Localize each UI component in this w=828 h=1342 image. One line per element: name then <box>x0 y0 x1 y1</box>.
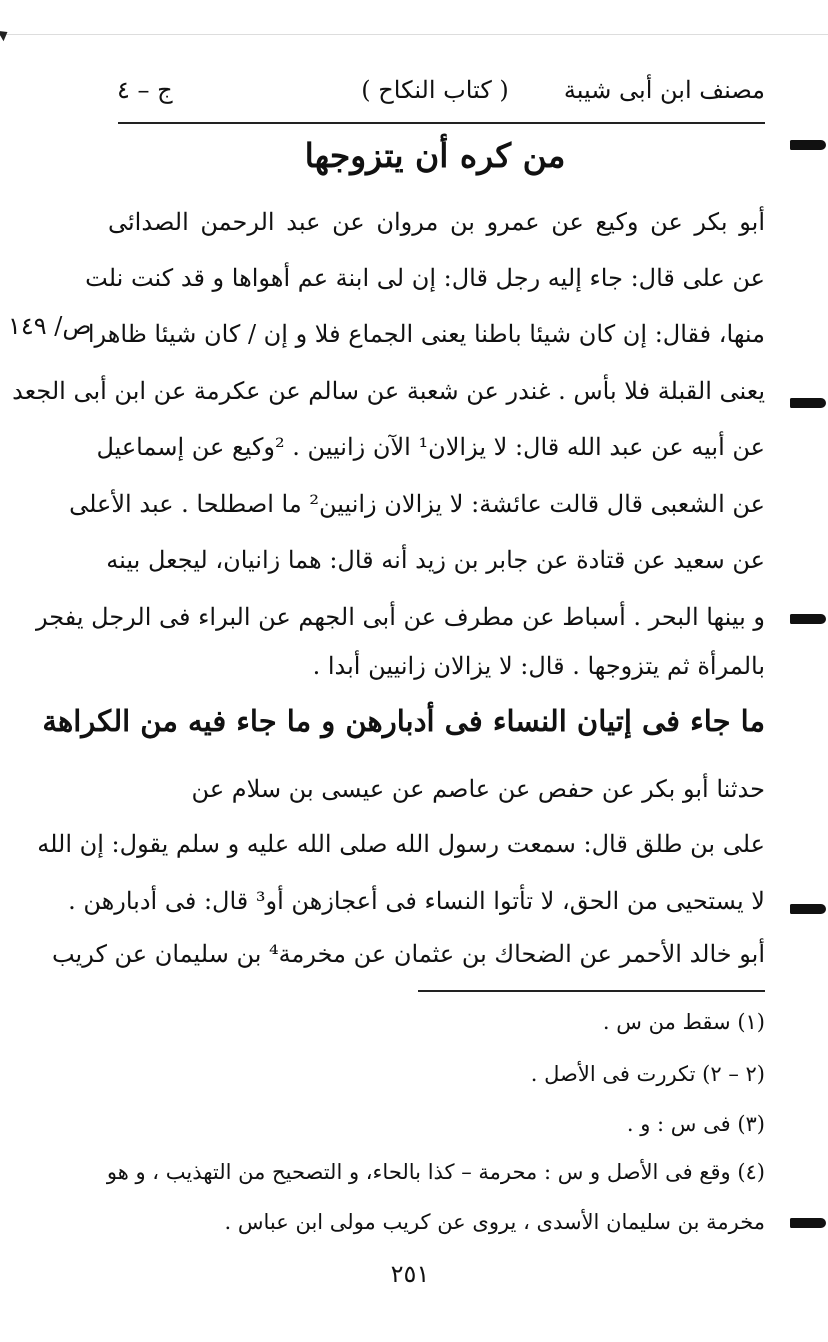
corner-mark-icon <box>0 27 10 41</box>
text-line: منها، فقال: إن كان شيئا باطنا يعنى الجماع فلا و إن / كان شيئا ظاهرا <box>87 320 765 348</box>
header-section: ( كتاب النكاح ) <box>361 76 509 104</box>
margin-mark-icon <box>790 904 826 914</box>
text-line: عن على قال: جاء إليه رجل قال: إن لى ابنة عم أهواها و قد كنت نلت <box>85 264 765 292</box>
text-line: و بينها البحر . أسباط عن مطرف عن أبى الجهم عن البراء فى الرجل يفجر <box>35 603 765 631</box>
text-line: عن الشعبى قال قالت عائشة: لا يزالان زانيين² ما اصطلحا . عبد الأعلى <box>69 490 765 518</box>
footnote: (٢ – ٢) تكررت فى الأصل . <box>530 1062 765 1086</box>
footnote-rule <box>418 990 765 992</box>
text-line: يعنى القبلة فلا بأس . غندر عن شعبة عن سالم عن عكرمة عن ابن أبى الجعد <box>12 377 765 405</box>
footnote: (٣) فى س : و . <box>626 1112 765 1136</box>
margin-mark-icon <box>790 140 826 150</box>
text-line: عن سعيد عن قتادة عن جابر بن زيد أنه قال: هما زانيان، ليجعل بينه <box>106 546 765 574</box>
running-header <box>105 70 765 114</box>
text-line: أبو خالد الأحمر عن الضحاك بن عثمان عن مخرمة⁴ بن سليمان عن كريب <box>51 940 765 968</box>
footnote: مخرمة بن سليمان الأسدى ، يروى عن كريب مولى ابن عباس . <box>224 1210 765 1234</box>
scan-edge-line <box>0 34 828 35</box>
footnote: (٤) وقع فى الأصل و س : محرمة – كذا بالحاء، و التصحيح من التهذيب ، و هو <box>106 1160 765 1184</box>
margin-mark-icon <box>790 398 826 408</box>
text-line: على بن طلق قال: سمعت رسول الله صلى الله عليه و سلم يقول: إن الله <box>37 830 765 858</box>
text-line: أبو بكر عن وكيع عن عمرو بن مروان عن عبد الرحمن الصدائى <box>108 208 765 236</box>
header-rule <box>118 122 765 124</box>
text-line: عن أبيه عن عبد الله قال: لا يزالان¹ الآن زانيين . ²وكيع عن إسماعيل <box>96 433 765 461</box>
margin-page-reference: ص/ ١٤٩ <box>8 312 92 340</box>
text-line: بالمرأة ثم يتزوجها . قال: لا يزالان زانيين أبدا . <box>312 652 765 680</box>
text-line: لا يستحيى من الحق، لا تأتوا النساء فى أعجازهن أو³ قال: فى أدبارهن . <box>68 887 765 915</box>
header-book-title: مصنف ابن أبى شيبة <box>563 76 765 104</box>
margin-mark-icon <box>790 614 826 624</box>
header-volume: ج – ٤ <box>117 76 173 104</box>
margin-mark-icon <box>790 1218 826 1228</box>
text-line: حدثنا أبو بكر عن حفص عن عاصم عن عيسى بن سلام عن <box>191 775 765 803</box>
chapter-heading-2: ما جاء فى إتيان النساء فى أدبارهن و ما جاء فيه من الكراهة <box>42 704 765 738</box>
page-number: ٢٥١ <box>390 1260 430 1288</box>
chapter-heading-1: من كره أن يتزوجها <box>304 136 566 175</box>
footnote: (١) سقط من س . <box>602 1010 765 1034</box>
